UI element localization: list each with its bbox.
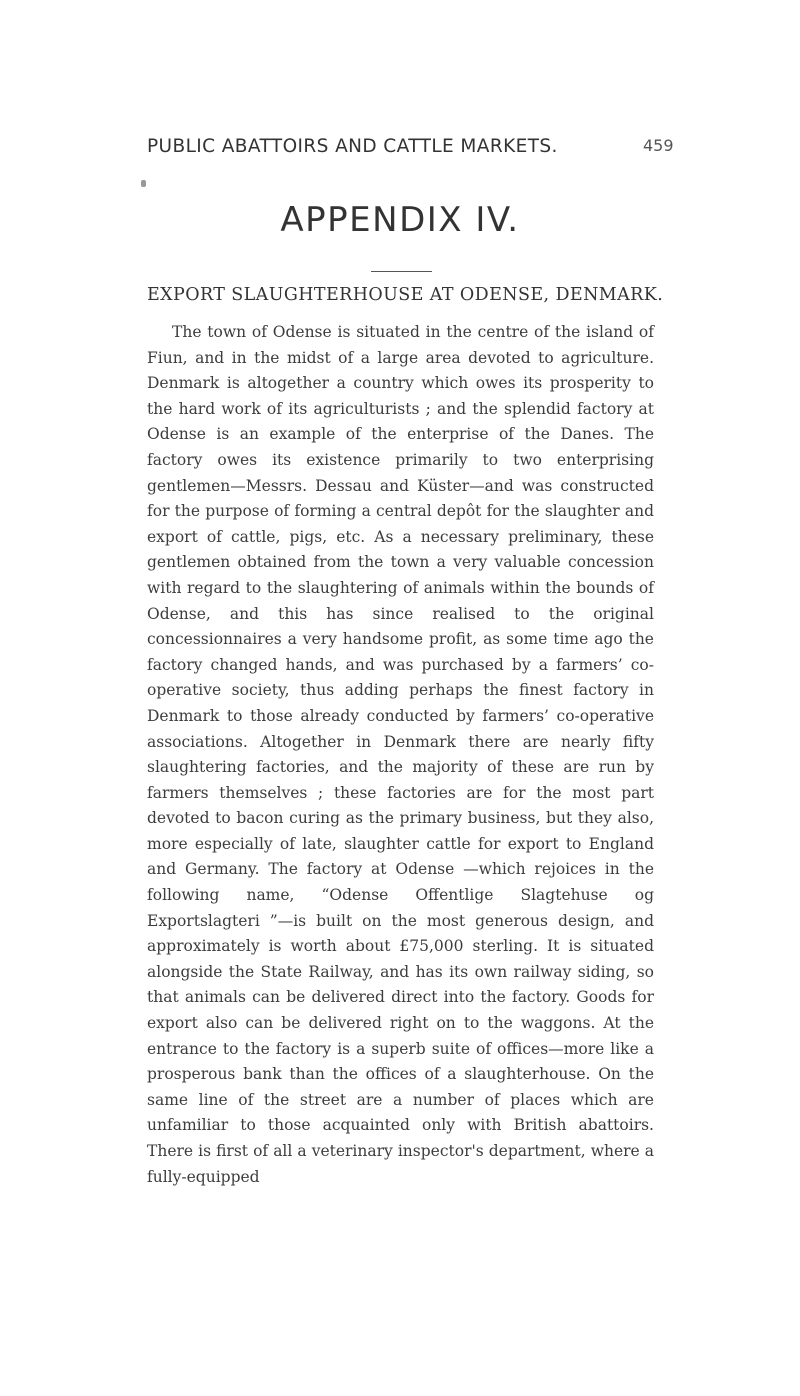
appendix-heading: APPENDIX IV. (280, 200, 520, 240)
section-title: EXPORT SLAUGHTERHOUSE AT ODENSE, DENMARK. (147, 285, 664, 305)
body-paragraph: The town of Odense is situated in the centre of the island of Fiun, and in the midst of a large area devoted to agriculture. Denmark is altogether a country which owes its prosperity to the hard work of its agriculturists ; and the splendid factory at Odense is an example of the enterprise of the Danes. The factory owes its existence primarily to two enterprising gentlemen—Messrs. Dessau and Küster—and was constructed for the purpose of forming a central depôt for the slaughter and export of cattle, pigs, etc. As a necessary preliminary, these gentlemen obtained from the town a very valuable concession with regard to the slaughtering of animals within the bounds of Odense, and this has since realised to the original concessionnaires a very handsome profit, as some time ago the factory changed hands, and was purchased by a farmers’ co-operative society, thus adding perhaps the finest factory in Denmark to those already conducted by farmers’ co-operative associations. Altogether in Denmark there are nearly fifty slaughtering factories, and the majority of these are run by farmers themselves ; these factories are for the most part devoted to bacon curing as the primary business, but they also, more especially of late, slaughter cattle for export to England and Germany. The factory at Odense —which rejoices in the following name, “Odense Offentlige Slagtehuse og Exportslagteri ”—is built on the most generous design, and approximately is worth about £75,000 sterling. It is situated alongside the State Railway, and has its own railway siding, so that animals can be delivered direct into the factory. Goods for export also can be delivered right on to the waggons. At the entrance to the factory is a superb suite of offices—more like a prosperous bank than the offices of a slaughterhouse. On the same line of the street are a number of places which are unfamiliar to those acquainted only with British abattoirs. There is first of all a veterinary inspector's department, where a fully-equipped (147, 323, 654, 1186)
ink-speck (141, 180, 146, 187)
running-head-title: PUBLIC ABATTOIRS AND CATTLE MARKETS. (147, 136, 558, 157)
heading-divider (371, 271, 432, 272)
page-number: 459 (643, 136, 674, 155)
